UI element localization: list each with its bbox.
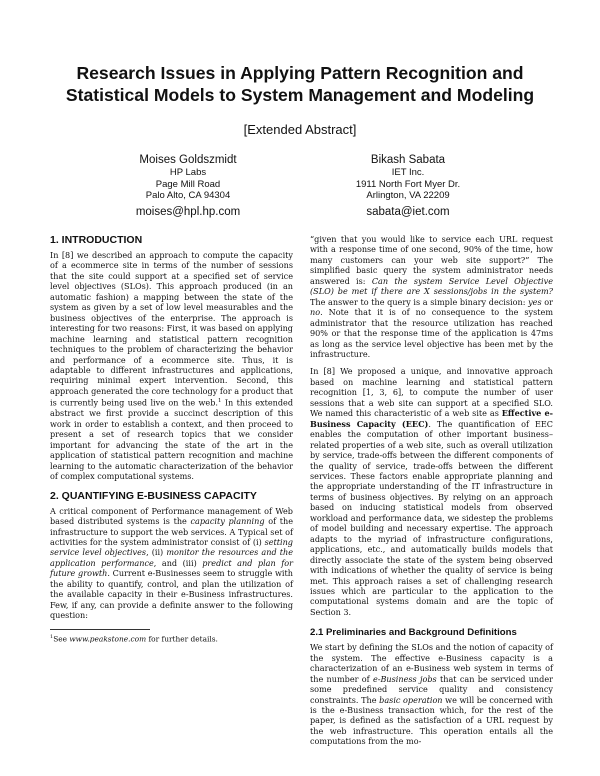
footnote-link[interactable]: www.peakstone.com xyxy=(69,634,147,644)
quantifying-paragraph: A critical component of Performance management of Web based distributed systems is the capacity planning of the infrastructure to support the web services. A Typical set of activities for the system administrator consist of (i) setting service level objectives, (ii) monitor the resources and the application performance, and (iii) predict and plan for future growth. Current e-Businesses seem to struggle with the ability to quantify, control, and plan the utilization of the available capacity in their e-Business infrastructures. Few, if any, can provide a definite answer to the following question: xyxy=(50,505,293,621)
author-name: Bikash Sabata xyxy=(370,154,446,166)
subsection-heading-preliminaries: 2.1 Preliminaries and Background Definitions xyxy=(310,627,517,639)
author-email: moises@hpl.hp.com xyxy=(135,205,241,218)
author-name: Moises Goldszmidt xyxy=(139,154,237,166)
paper-subtitle: [Extended Abstract] xyxy=(243,122,357,137)
author-address: 1911 North Fort Myer Dr. xyxy=(355,178,461,190)
right-column xyxy=(310,234,553,747)
author-email: sabata@iet.com xyxy=(366,205,450,218)
intro-paragraph: In [8] we described an approach to compute the capacity of a ecommerce site in terms of the number of sessions that the site could support at a specified set of service level objectives (SLOs). This approach produced (in an automatic fashion) a mapping between the state of the system as given by a set of low level measurables and the business objectives of the enterprise. The approach is interesting for two reasons: First, it was based on applying machine learning and statistical pattern recognition techniques to the problem of characterizing the behavior and performance of a ecommerce site. Thus, it is adaptable to different infrastructures and applications, requiring minimal expert intervention. Second, this approach generated the core technology for a product that is currently being used live on the web.$^1$ In this extended abstract we first provide a succinct description of this work in order to establish a context, and then proceed to present a set of research topics that we consider important for advancing the state of the art in the application of statistical pattern recognition and machine learning to the automatic characterization of the behavior of complex computational systems. xyxy=(50,250,293,482)
footnote-rule xyxy=(50,629,150,630)
author-city: Arlington, VA 22209 xyxy=(366,190,450,201)
author-block-1 xyxy=(88,153,288,219)
footnote: $^1$See www.peakstone.com for further details. xyxy=(50,633,218,644)
section-heading-introduction: 1. INTRODUCTION xyxy=(50,234,143,246)
section-heading-quantifying: 2. QUANTIFYING E-BUSINESS CAPACITY xyxy=(50,489,257,502)
author-city: Palo Alto, CA 94304 xyxy=(145,190,231,201)
footnote-marker: 1 xyxy=(217,398,222,405)
eec-paragraph: In [8] We proposed a unique, and innovative approach based on machine learning and statistical pattern recognition [1, 3, 6], to compute the number of user sessions that a web site can support at a specified SLO. We named this characteristic of a web site as Effective e-Business Capacity (EEC). The quantification of EEC enables the computation of other important business–related properties of a web site, such as overall utilization by service, trade-offs between the different components of the quality of service, trade-offs between the different services. These factors enable appropriate planning and the appropriate understanding of the IT infrastructure in terms of business objectives. By relying on an approach based on inducing statistical models from observed workload and performance data, we sidestep the problems of model building and necessary expertise. The approach adapts to the myriad of infrastructure configurations, applications, etc., and automatically builds models that directly associate the state of the system being observed with indications of whether the quality of service is being met. This approach raises a set of challenging research issues which are particular to the application to the computational systems domain and are the topic of Section 3. xyxy=(310,366,553,617)
author-address: Page Mill Road xyxy=(155,178,221,190)
author-block-2 xyxy=(308,153,508,219)
author-org: IET Inc. xyxy=(391,167,425,178)
preliminaries-paragraph: We start by defining the SLOs and the notion of capacity of the system. The effective e-Business capacity is a characterization of an e-Business web system in terms of the number of e-Business jobs that can be serviced under some predefined service quality and consistency constraints. The basic operation we will be concerned with is the e-Business transaction which, for the rest of the paper, is defined as the satisfaction of a URL request by the web infrastructure. This operation entails all the computations from the mo- xyxy=(310,642,553,747)
author-org: HP Labs xyxy=(169,167,207,178)
paper-title: Research Issues in Applying Pattern Recognition and Statistical Models to System Management and Modeling xyxy=(65,63,535,105)
left-column xyxy=(50,234,293,643)
capacity-question-paragraph: “given that you would like to service each URL request with a response time of one second, 90% of the time, how many customers can your web site support?” The simplified basic query the system administrator needs answered is: Can the system Service Level Objective (SLO) be met if there are X sessions/jobs in the system? The answer to the query is a simple binary decision: yes or no. Note that it is of no consequence to the system administrator that the resource utilization has reached 90% or that the response time of the application is 47ms as long as the service level objective has been met by the infrastructure. xyxy=(310,234,553,359)
